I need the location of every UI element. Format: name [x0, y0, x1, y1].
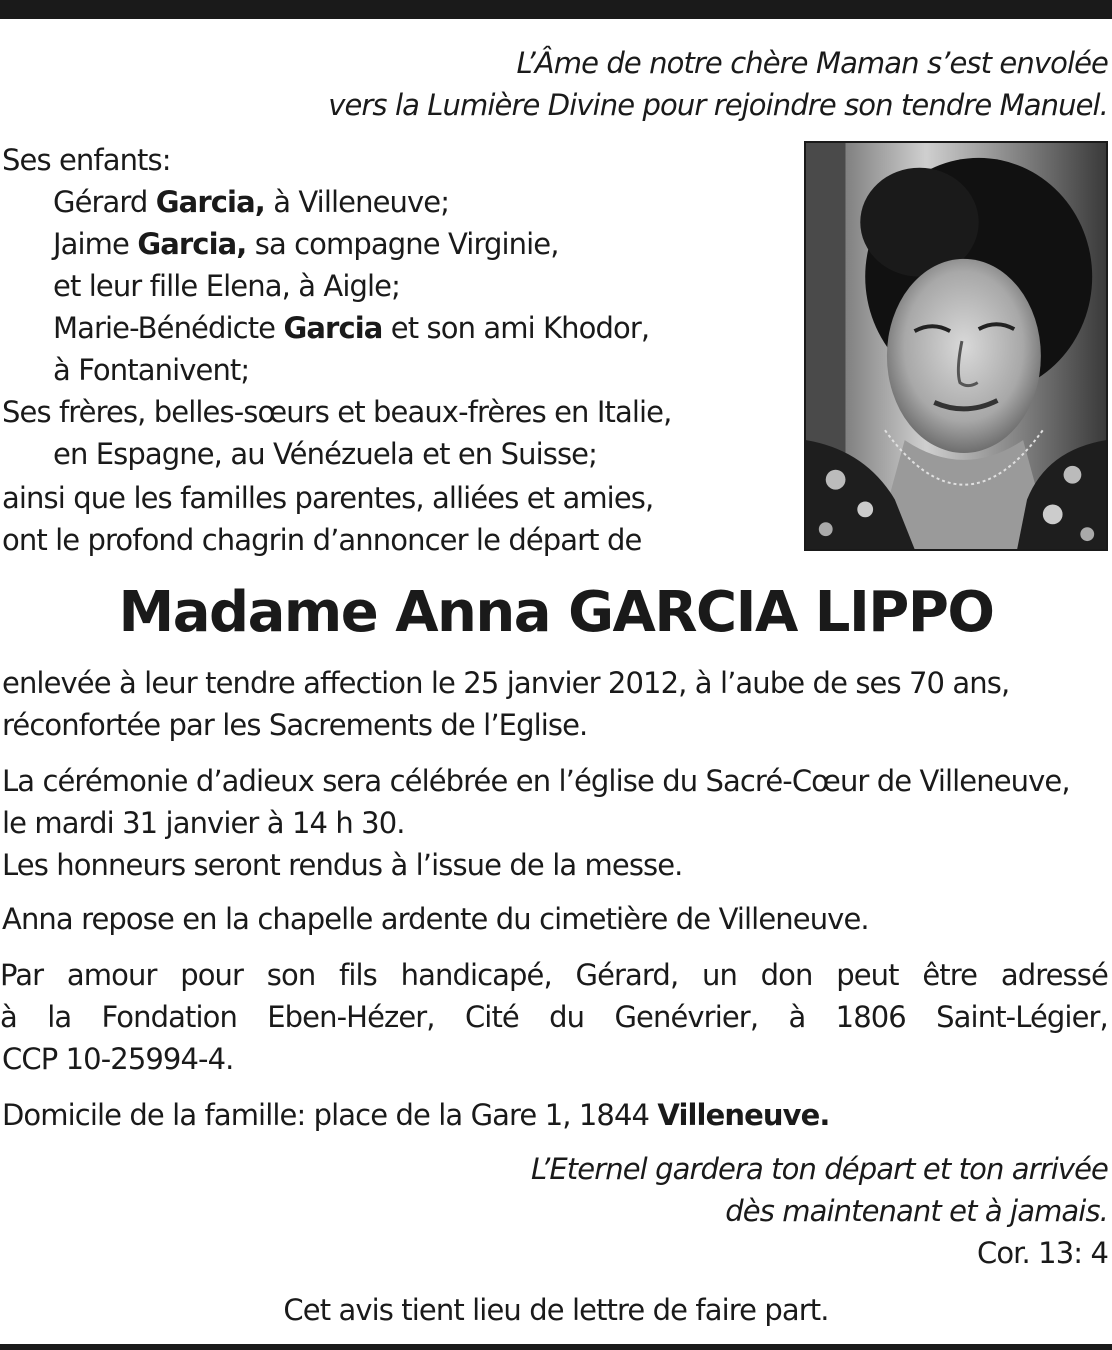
quote-bottom-line-2: dès maintenant et à jamais.	[725, 1194, 1108, 1228]
donation-word: don	[760, 958, 813, 992]
child-marie-benedicte	[53, 310, 649, 346]
ceremony-line-2: le mardi 31 janvier à 14 h 30.	[2, 806, 405, 840]
siblings-line-1: Ses frères, belles-sœurs et beaux-frères en Italie,	[2, 395, 672, 429]
donation-word: être	[922, 958, 978, 992]
domicile-city: Villeneuve.	[657, 1098, 830, 1132]
top-border-rule	[0, 0, 1112, 19]
child-surname: Garcia,	[137, 227, 247, 261]
donation-word: Fondation	[101, 1000, 237, 1034]
child-marie-line-2: à Fontanivent;	[53, 353, 250, 387]
donation-word: handicapé,	[400, 958, 552, 992]
donation-word: 1806	[835, 1000, 906, 1034]
quote-reference: Cor. 13: 4	[976, 1236, 1108, 1270]
repose-line: Anna repose en la chapelle ardente du cimetière de Villeneuve.	[2, 902, 869, 936]
donation-word: Eben-Hézer,	[267, 1000, 435, 1034]
quote-bottom-line-1: L’Eternel gardera ton départ et ton arrivée	[531, 1152, 1108, 1186]
child-gerard	[53, 184, 449, 220]
quote-top-line-2: vers la Lumière Divine pour rejoindre son tendre Manuel.	[328, 88, 1108, 122]
announce-line: ont le profond chagrin d’annoncer le départ de	[2, 523, 642, 557]
donation-word: à	[788, 1000, 806, 1034]
child-first-name: Jaime	[53, 227, 129, 261]
donation-word: un	[701, 958, 737, 992]
donation-word: Par	[0, 958, 44, 992]
child-detail: et son ami Khodor,	[390, 311, 650, 345]
child-detail: à Villeneuve;	[273, 185, 450, 219]
domicile-address: Domicile de la famille: place de la Gare 1, 1844	[2, 1098, 650, 1132]
portrait-image	[806, 143, 1106, 549]
child-jaime-line-2: et leur fille Elena, à Aigle;	[53, 269, 400, 303]
donation-word: pour	[180, 958, 244, 992]
donation-ccp: CCP 10-25994-4.	[2, 1042, 234, 1076]
child-surname: Garcia	[283, 311, 383, 345]
donation-word: du	[549, 1000, 585, 1034]
siblings-line-2: en Espagne, au Vénézuela et en Suisse;	[53, 437, 597, 471]
quote-top-line-1: L’Âme de notre chère Maman s’est envolée	[516, 46, 1108, 80]
ceremony-line-1: La cérémonie d’adieux sera célébrée en l’église du Sacré-Cœur de Villeneuve,	[2, 764, 1070, 798]
donation-line-1	[0, 954, 1108, 996]
child-detail: sa compagne Virginie,	[254, 227, 559, 261]
child-first-name: Gérard	[53, 185, 148, 219]
child-first-name: Marie-Bénédicte	[53, 311, 276, 345]
donation-word: Gérard,	[575, 958, 679, 992]
child-jaime	[53, 226, 559, 262]
donation-word: adressé	[1000, 958, 1108, 992]
families-line: ainsi que les familles parentes, alliées et amies,	[2, 481, 654, 515]
child-surname: Garcia,	[155, 185, 265, 219]
children-heading: Ses enfants:	[2, 143, 171, 177]
donation-line-2	[0, 996, 1108, 1038]
ceremony-line-3: Les honneurs seront rendus à l’issue de la messe.	[2, 848, 683, 882]
portrait-photo	[804, 141, 1108, 551]
deceased-name: Madame Anna GARCIA LIPPO	[118, 580, 994, 645]
donation-word: fils	[339, 958, 377, 992]
donation-word: la	[47, 1000, 72, 1034]
donation-word: son	[266, 958, 316, 992]
donation-word: à	[0, 1000, 17, 1034]
donation-word: Genévrier,	[614, 1000, 759, 1034]
closing-note: Cet avis tient lieu de lettre de faire part.	[283, 1293, 829, 1327]
donation-word: amour	[66, 958, 157, 992]
bottom-border-rule	[0, 1344, 1112, 1350]
domicile-line	[2, 1097, 830, 1133]
details-p1-line-1: enlevée à leur tendre affection le 25 janvier 2012, à l’aube de ses 70 ans,	[2, 666, 1010, 700]
donation-word: peut	[836, 958, 899, 992]
donation-word: Cité	[464, 1000, 519, 1034]
details-p1-line-2: réconfortée par les Sacrements de l’Eglise.	[2, 708, 588, 742]
donation-word: Saint-Légier,	[936, 1000, 1108, 1034]
